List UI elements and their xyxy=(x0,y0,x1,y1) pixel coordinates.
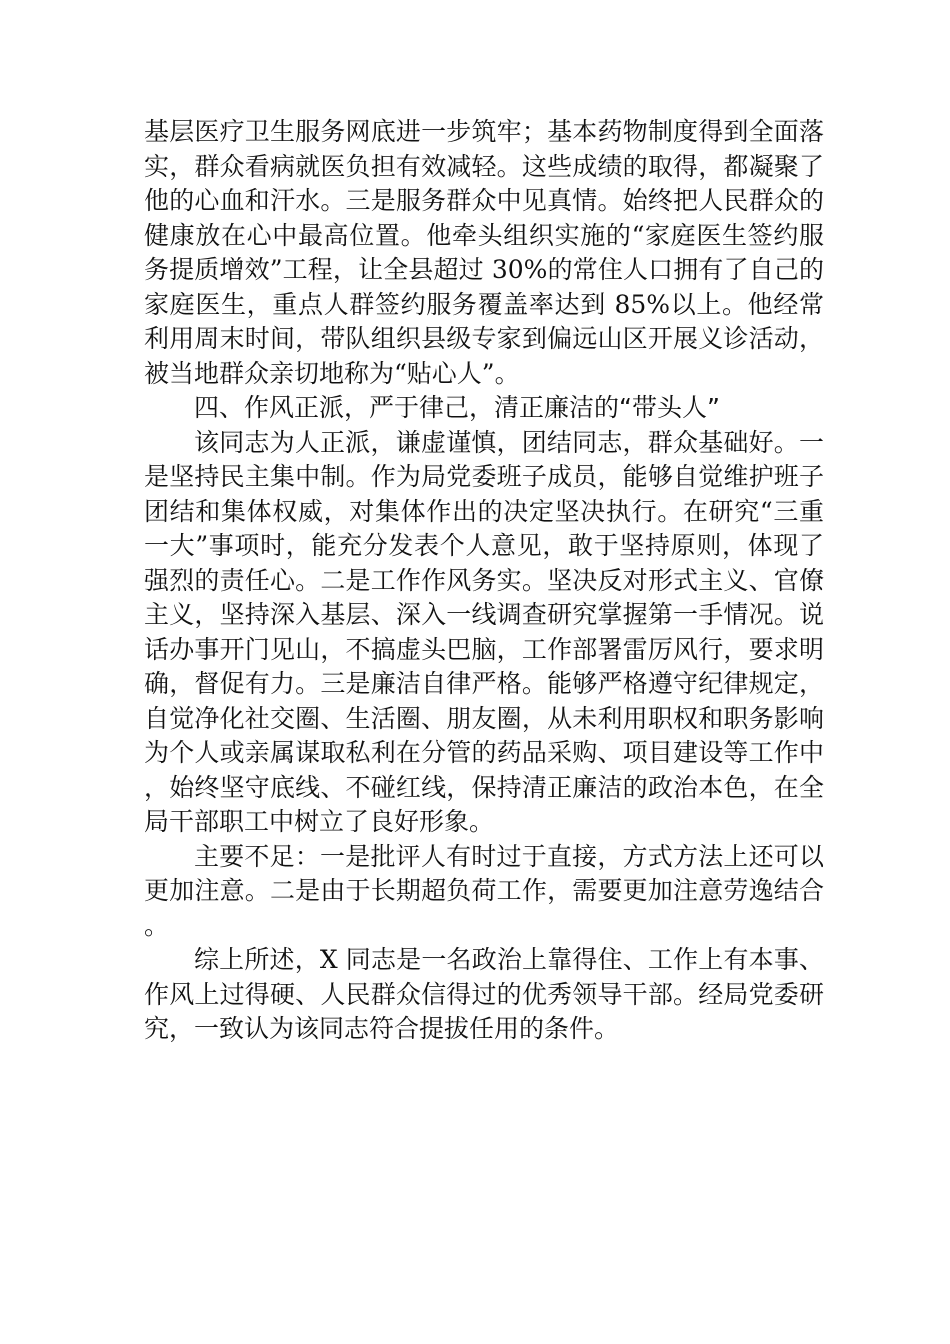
paragraph-service-achievements: 基层医疗卫生服务网底进一步筑牢；基本药物制度得到全面落实，群众看病就医负担有效减轻。这些成绩的取得，都凝聚了他的心血和汗水。三是服务群众中见真情。始终把人民群众的健康放在心中最高位置。他牵头组织实施的“家庭医生签约服务提质增效”工程，让全县超过 30%的常住人口拥有了自己的家庭医生，重点人群签约服务覆盖率达到 85%以上。他经常利用周末时间，带队组织县级专家到偏远山区开展义诊活动，被当地群众亲切地称为“贴心人”。 xyxy=(144,117,824,388)
paragraph-conclusion: 综上所述，X 同志是一名政治上靠得住、工作上有本事、作风上过得硬、人民群众信得过的优秀领导干部。经局党委研究，一致认为该同志符合提拔任用的条件。 xyxy=(144,945,824,1043)
paragraph-shortcomings: 主要不足：一是批评人有时过于直接，方式方法上还可以更加注意。二是由于长期超负荷工作，需要更加注意劳逸结合。 xyxy=(144,841,824,940)
section-heading-conduct: 四、作风正派，严于律己，清正廉洁的“带头人” xyxy=(194,393,720,422)
document-body xyxy=(144,115,824,1047)
paragraph-integrity: 该同志为人正派，谦虚谨慎，团结同志，群众基础好。一是坚持民主集中制。作为局党委班子成员，能够自觉维护班子团结和集体权威，对集体作出的决定坚决执行。在研究“三重一大”事项时，能充分发表个人意见，敢于坚持原则，体现了强烈的责任心。二是工作作风务实。坚决反对形式主义、官僚主义，坚持深入基层、深入一线调查研究掌握第一手情况。说话办事开门见山，不搞虚头巴脑，工作部署雷厉风行，要求明确，督促有力。三是廉洁自律严格。能够严格遵守纪律规定，自觉净化社交圈、生活圈、朋友圈，从未利用职权和职务影响为个人或亲属谋取私利在分管的药品采购、项目建设等工作中，始终坚守底线、不碰红线，保持清正廉洁的政治本色，在全局干部职工中树立了良好形象。 xyxy=(144,427,824,836)
